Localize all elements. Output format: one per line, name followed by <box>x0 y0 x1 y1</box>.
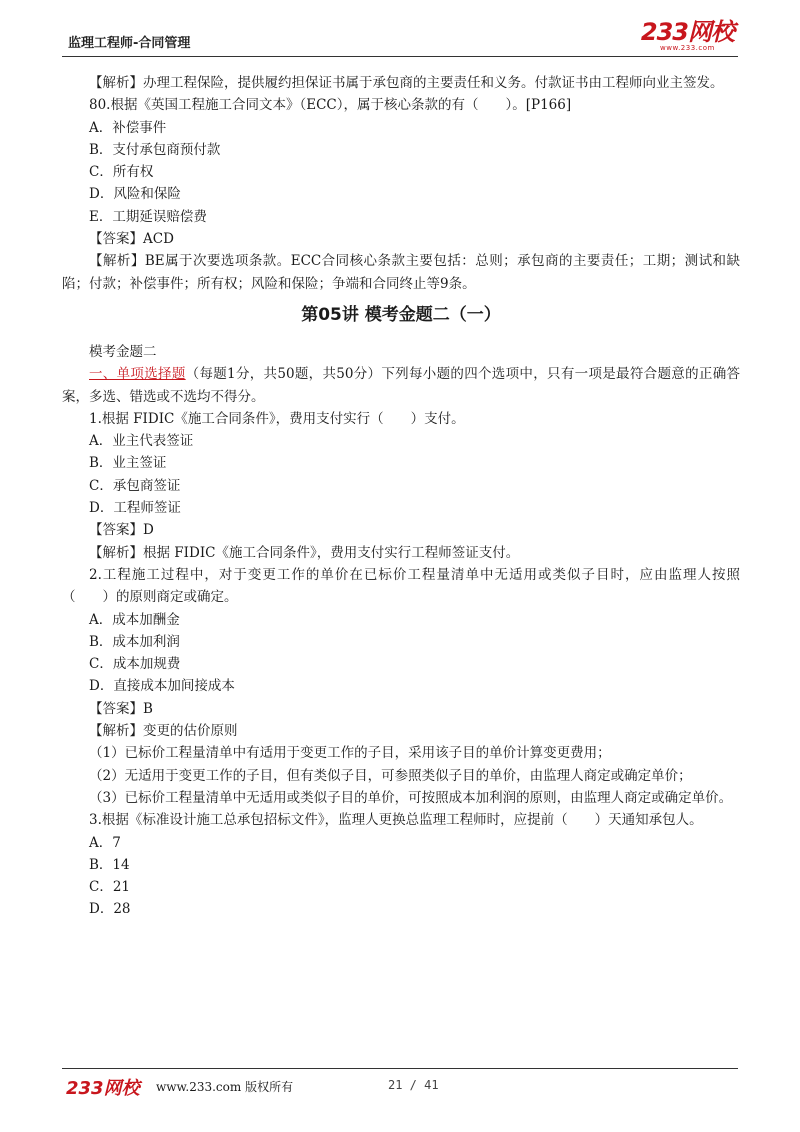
part-intro: 一、单项选择题（每题1分，共50题，共50分）下列每小题的四个选项中，只有一项是最符合题意的正确答案，多选、错选或不选均不得分。 <box>62 366 740 405</box>
logo-url: www.233.com <box>660 44 715 52</box>
q1-answer: 【答案】D <box>89 522 154 539</box>
footer-site: www.233.com 版权所有 <box>156 1080 294 1094</box>
q3-question: 3.根据《标准设计施工总承包招标文件》，监理人更换总监理工程师时，应提前（ ）天通知承包人。 <box>89 812 703 829</box>
q2-option-b: B．成本加利润 <box>89 633 180 650</box>
q80-option-a: A．补偿事件 <box>89 119 167 136</box>
footer-logo: 233网校 <box>66 1078 140 1099</box>
q80-option-e: E．工期延误赔偿费 <box>89 208 207 225</box>
q2-option-c: C．成本加规费 <box>89 656 181 673</box>
document-body <box>62 72 740 921</box>
q80-option-b: B．支付承包商预付款 <box>89 141 221 158</box>
part-link[interactable]: 一、单项选择题 <box>89 366 186 383</box>
q1-option-a: A．业主代表签证 <box>89 433 194 450</box>
q80-option-c: C．所有权 <box>89 164 154 181</box>
q3-option-d: D．28 <box>89 901 131 918</box>
q80-question: 80.根据《英国工程施工合同文本》（ECC），属于核心条款的有（ ）。[P166] <box>89 97 572 114</box>
q1-option-d: D．工程师签证 <box>89 500 181 517</box>
q2-option-d: D．直接成本加间接成本 <box>89 678 235 695</box>
q1-explanation: 【解析】根据 FIDIC《施工合同条件》，费用支付实行工程师签证支付。 <box>89 544 520 561</box>
section-title: 第05讲 模考金题二（一） <box>301 304 501 325</box>
q3-option-c: C．21 <box>89 879 131 896</box>
q2-option-a: A．成本加酬金 <box>89 611 180 628</box>
q1-option-b: B．业主签证 <box>89 455 167 472</box>
header-title: 监理工程师-合同管理 <box>68 36 191 51</box>
section-subtitle: 模考金题二 <box>89 343 157 360</box>
page-number: 21 / 41 <box>388 1078 439 1092</box>
q1-question: 1.根据 FIDIC《施工合同条件》，费用支付实行（ ）支付。 <box>89 410 465 427</box>
q2-point-3: （3）已标价工程量清单中无适用或类似子目的单价，可按照成本加利润的原则，由监理人商定或确定单价。 <box>89 789 733 806</box>
q3-option-a: A．7 <box>89 834 121 851</box>
q2-question: 2.工程施工过程中，对于变更工作的单价在已标价工程量清单中无适用或类似子目时，应由监理人按照（ ）的原则商定或确定。 <box>62 566 740 606</box>
header-divider <box>62 56 738 57</box>
q2-explanation: 【解析】变更的估价原则 <box>89 723 238 740</box>
q2-point-1: （1）已标价工程量清单中有适用于变更工作的子目，采用该子目的单价计算变更费用； <box>89 745 611 762</box>
q2-point-2: （2）无适用于变更工作的子目，但有类似子目，可参照类似子目的单价，由监理人商定或确定单价； <box>89 767 692 784</box>
brand-logo <box>641 20 734 52</box>
q2-answer: 【答案】B <box>89 700 153 717</box>
q3-option-b: B．14 <box>89 856 130 873</box>
footer-divider <box>62 1068 738 1069</box>
q80-explanation: 【解析】BE属于次要选项条款。ECC合同核心条款主要包括：总则；承包商的主要责任；工期；测试和缺陷；付款；补偿事件；所有权；风险和保险；争端和合同终止等9条。 <box>62 253 740 292</box>
q80-answer: 【答案】ACD <box>89 231 174 248</box>
q1-option-c: C．承包商签证 <box>89 477 181 494</box>
q79-explanation: 【解析】办理工程保险，提供履约担保证书属于承包商的主要责任和义务。付款证书由工程师向业主签发。 <box>89 75 724 91</box>
q80-option-d: D．风险和保险 <box>89 186 181 203</box>
logo-text: 233网校 <box>640 18 734 46</box>
